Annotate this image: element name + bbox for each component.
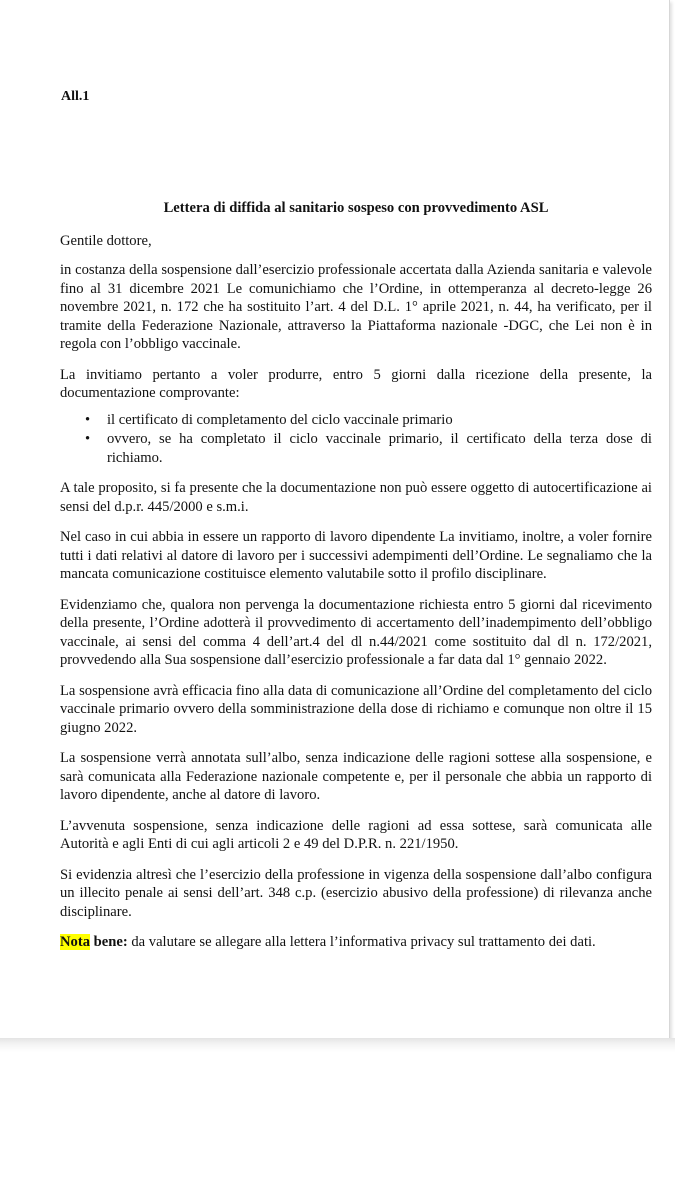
list-item-text: il certificato di completamento del ciclo vaccinale primario xyxy=(107,411,453,428)
list-item xyxy=(60,430,652,467)
paragraph-documentation-request: La invitiamo pertanto a voler produrre, entro 5 giorni dalla ricezione della presente, la documentazione comprovante: xyxy=(60,366,652,401)
bullet-icon: • xyxy=(85,411,91,428)
paragraph-employer-data: Nel caso in cui abbia in essere un rapporto di lavoro dipendente La invitiamo, inoltre, a voler fornire tutti i dati relativi al datore di lavoro per i successivi adempimenti dell’Ordine. Le segnaliamo che la mancata comunicazione costituisce elemento valutabile sotto il profilo disciplinare. xyxy=(60,529,652,582)
paragraph-suspension-notice: in costanza della sospensione dall’esercizio professionale accertata dalla Azienda sanitaria e valevole fino al 31 dicembre 2021 Le comunichiamo che l’Ordine, in ottemperanza al decreto-legge 26 novembre 2021, n. 172 che ha sostituito l’art. 4 del D.L. 1° aprile 2021, n. 44, ha verificato, per il tramite della Federazione Nazionale, attraverso la Piattaforma nazionale -DGC, che Lei non è in regola con l’obbligo vaccinale. xyxy=(60,262,652,352)
note-bold-label: bene: xyxy=(90,934,128,950)
paragraph-register-annotation: La sospensione verrà annotata sull’albo, senza indicazione delle ragioni sottese alla sospensione, e sarà comunicata alla Federazione nazionale competente e, per il personale che abbia un rapporto di lavoro dipendente, anche al datore di lavoro. xyxy=(60,750,652,803)
paragraph-suspension-duration: La sospensione avrà efficacia fino alla data di comunicazione all’Ordine del completamento del ciclo vaccinale primario ovvero della somministrazione della dose di richiamo e comunque non oltre il 15 giugno 2022. xyxy=(60,682,652,736)
note-paragraph xyxy=(60,933,652,952)
paragraph-authorities-notice: L’avvenuta sospensione, senza indicazione delle ragioni ad essa sottese, sarà comunicata alle Autorità e agli Enti di cui agli articoli 2 e 49 del D.P.R. n. 221/1950. xyxy=(60,817,652,852)
documentation-list xyxy=(60,411,652,468)
note-highlight: Nota xyxy=(60,934,90,950)
paragraph-criminal-offence: Si evidenzia altresì che l’esercizio della professione in vigenza della sospensione dall’albo configura un illecito penale ai sensi dell’art. 348 c.p. (esercizio abusivo della professione) di rilevanza anche disciplinare. xyxy=(60,866,652,920)
paragraph-suspension-measure: Evidenziamo che, qualora non pervenga la documentazione richiesta entro 5 giorni dal ricevimento della presente, l’Ordine adotterà il provvedimento di accertamento dell’inadempimento dell’obbligo vaccinale, ai sensi del comma 4 dell’art.4 del dl n.44/2021 come sostituito dal dl n. 172/2021, provvedendo alla Sua sospensione dall’esercizio professionale a far data dal 1° gennaio 2022. xyxy=(60,596,652,668)
letter-title: Lettera di diffida al sanitario sospeso con provvedimento ASL xyxy=(163,200,549,216)
greeting: Gentile dottore, xyxy=(60,232,152,249)
attachment-label: All.1 xyxy=(61,89,90,104)
bullet-icon: • xyxy=(85,431,91,447)
letter-body xyxy=(60,199,652,964)
empty-viewer-area xyxy=(0,1052,675,1200)
list-item xyxy=(60,411,652,430)
list-item-text: ovvero, se ha completato il ciclo vaccinale primario, il certificato della terza dose di richiamo. xyxy=(107,431,652,466)
paragraph-self-certification: A tale proposito, si fa presente che la documentazione non può essere oggetto di autocertificazione ai sensi del d.p.r. 445/2000 e s.m.i. xyxy=(60,480,652,515)
page-edge-shadow xyxy=(0,1038,675,1052)
note-text: da valutare se allegare alla lettera l’informativa privacy sul trattamento dei dati. xyxy=(127,934,596,950)
